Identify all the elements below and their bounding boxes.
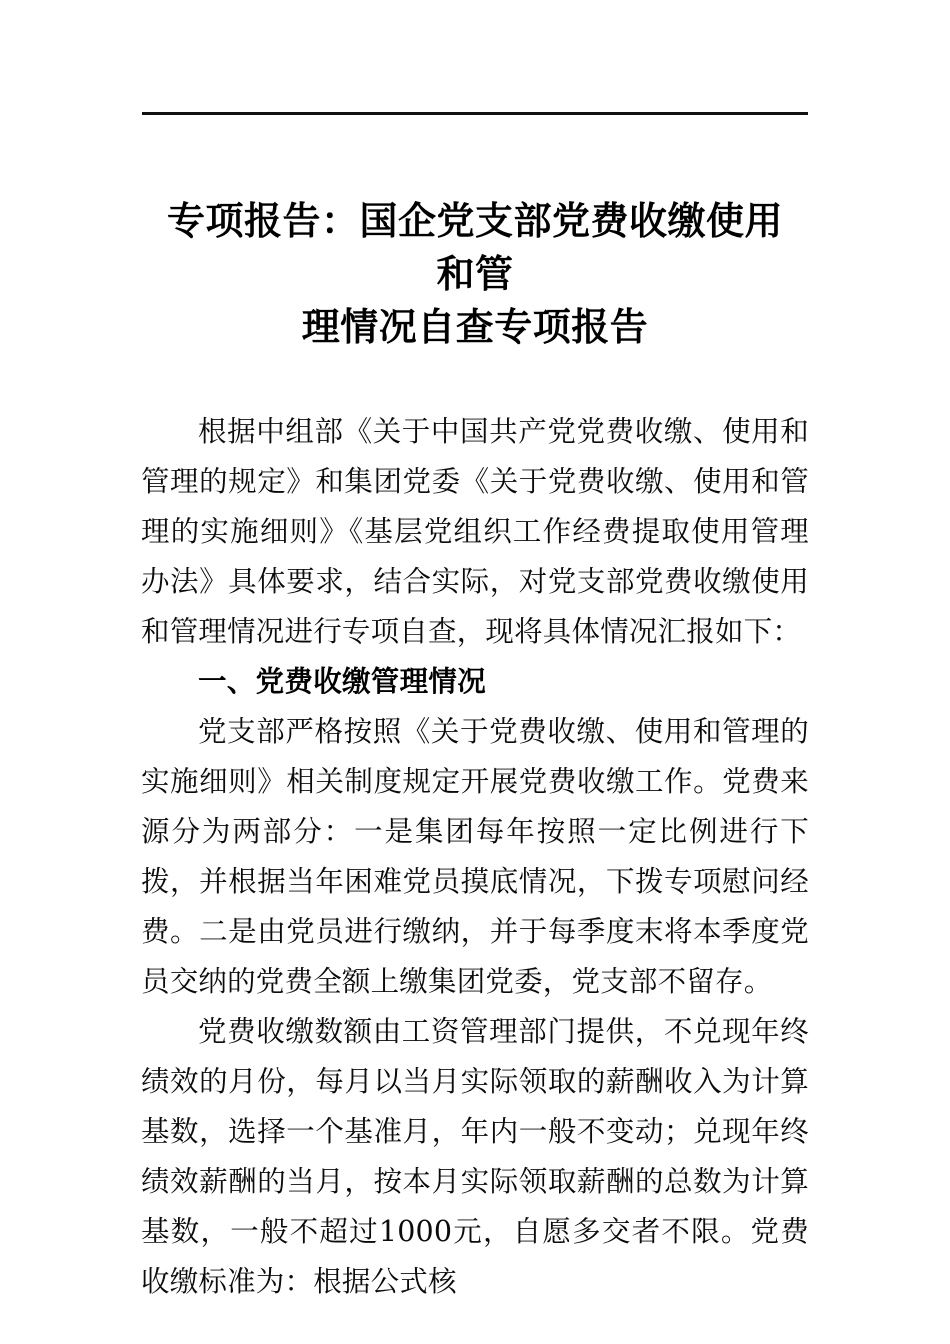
page-title-line-1: 专项报告：国企党支部党费收缴使用和管 — [166, 201, 783, 296]
document-body — [141, 196, 809, 1307]
page-title-line-2: 理情况自查专项报告 — [301, 307, 649, 349]
page-title — [141, 196, 809, 355]
header-rule-container — [142, 106, 808, 120]
section-heading-1: 一、党费收缴管理情况 — [198, 666, 487, 698]
body-paragraph-1: 根据中组部《关于中国共产党党费收缴、使用和管理的规定》和集团党委《关于党费收缴、使用和管理的实施细则》《基层党组织工作经费提取使用管理办法》具体要求，结合实际，对党支部党费收缴使用和管理情况进行专项自查，现将具体情况汇报如下： — [141, 415, 809, 648]
body-paragraph-2: 党支部严格按照《关于党费收缴、使用和管理的实施细则》相关制度规定开展党费收缴工作。党费来源分为两部分：一是集团每年按照一定比例进行下拨，并根据当年困难党员摸底情况，下拨专项慰问经费。二是由党员进行缴纳，并于每季度末将本季度党员交纳的党费全额上缴集团党委，党支部不留存。 — [141, 715, 809, 998]
header-divider-line — [142, 112, 808, 115]
body-paragraph-3: 党费收缴数额由工资管理部门提供，不兑现年终绩效的月份，每月以当月实际领取的薪酬收入为计算基数，选择一个基准月，年内一般不变动；兑现年终绩效薪酬的当月，按本月实际领取薪酬的总数为计算基数，一般不超过1000元，自愿多交者不限。党费收缴标准为：根据公式核 — [141, 1015, 809, 1298]
